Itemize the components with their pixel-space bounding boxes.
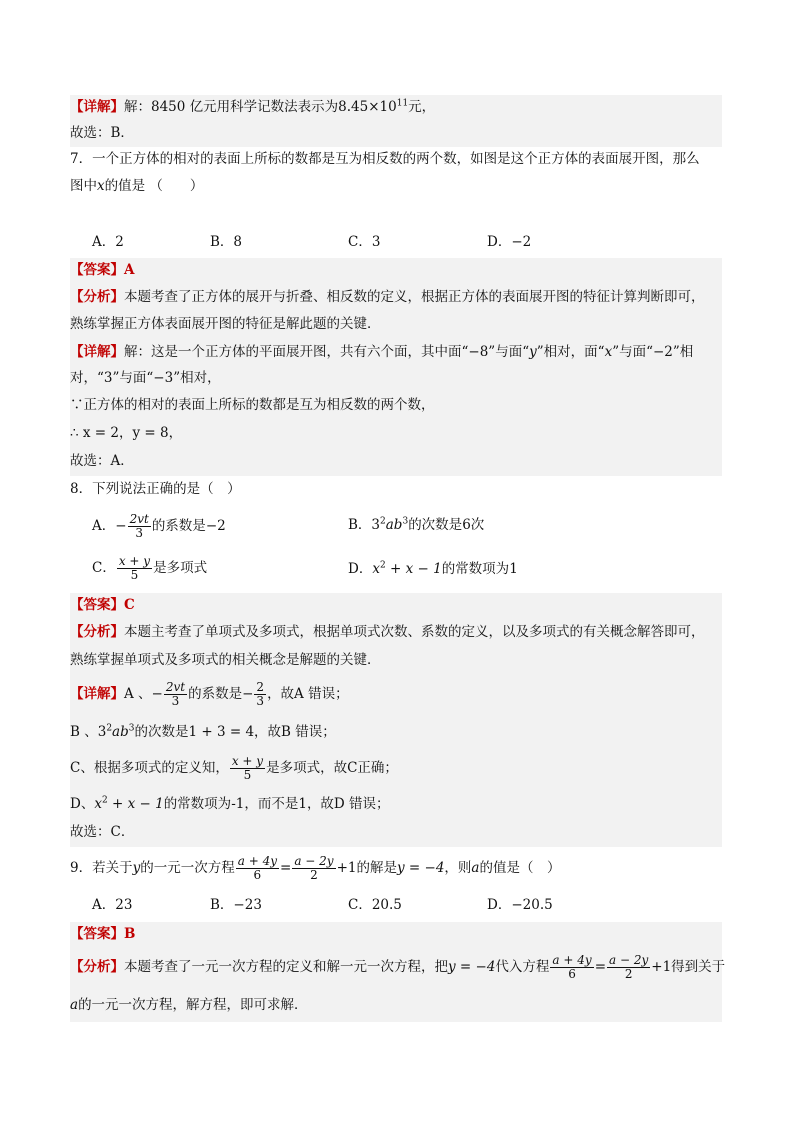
q9-stem — [70, 854, 560, 882]
q7-option-c: C．3 — [348, 234, 381, 250]
q8-option-a — [92, 512, 226, 540]
detail-sign2: − — [242, 686, 254, 702]
option-sup: 2 — [379, 560, 386, 571]
stem-text-end: 的值是 （ ） — [104, 178, 204, 194]
detail-text: B 、 — [70, 724, 98, 740]
q9-analysis-line1 — [70, 953, 725, 981]
equals-sign: = — [594, 959, 606, 975]
numerator: 2vt — [165, 680, 186, 694]
detail-sup2: 3 — [128, 723, 135, 734]
q7-stem-line1: 7．一个正方体的相对的表面上所标的数都是互为相反数的两个数，如图是这个正方体的表面展开图，那么 — [70, 151, 700, 167]
q6-choice: 故选：B． — [70, 125, 134, 141]
q8-analysis-line2: 熟练掌握单项式及多项式的相关概念是解题的关键． — [70, 652, 381, 668]
detail-text-c: ，故A 错误； — [267, 686, 349, 702]
option-math: 3 — [371, 517, 381, 533]
q7-option-d: D．−2 — [487, 234, 532, 250]
stem-text: 9．若关于 — [70, 860, 133, 876]
detail-text: A 、 — [124, 686, 152, 702]
stem-text-d: ，则 — [444, 860, 472, 876]
numerator: x + y — [231, 754, 264, 768]
denominator: 2 — [624, 967, 633, 981]
detail-text-b: 的系数是 — [188, 686, 243, 702]
stem-var: x — [97, 178, 105, 194]
analysis-text: 的一元一次方程，解方程，即可求解． — [78, 997, 308, 1013]
numerator: a + 4y — [552, 953, 592, 967]
detail-text-d: ，故D 错误； — [306, 796, 390, 812]
option-value: 6次 — [462, 517, 485, 533]
q7-choice: 故选：A． — [70, 453, 134, 469]
q7-option-a: A．2 — [92, 234, 124, 250]
detail-math: 8.45×10 — [338, 99, 397, 115]
option-math2: ab — [385, 517, 403, 533]
analysis-text: 本题考查了正方体的展开与折叠、相反数的定义，根据正方体的表面展开图的特征计算判断即可， — [124, 289, 705, 305]
fraction — [128, 513, 151, 540]
q7-detail-line2: 对，“3”与面“−3”相对， — [70, 370, 221, 386]
detail-value: 1 + 3 = 4 — [188, 724, 255, 740]
detail-text: 解：这是一个正方体的平面展开图，共有六个面，其中面“−8”与面“ — [124, 344, 530, 360]
q9-option-b: B．−23 — [210, 897, 262, 913]
q8-choice: 故选：C． — [70, 824, 135, 840]
detail-tag: 【详解】 — [70, 99, 124, 115]
answer-value: C — [124, 597, 135, 613]
stem-solution: y = −4 — [396, 860, 445, 876]
option-value: −2 — [205, 518, 226, 534]
numerator: a + 4y — [237, 854, 277, 868]
detail-math: 3 — [97, 724, 107, 740]
denominator: 3 — [171, 694, 180, 708]
denominator: 6 — [253, 868, 262, 882]
fraction — [117, 555, 152, 582]
analysis-text: 本题主考查了单项式及多项式，根据单项式次数、系数的定义，以及多项式的有关概念解答即可， — [124, 624, 705, 640]
detail-text-c: ，而不是 — [244, 796, 299, 812]
denominator: 5 — [130, 568, 139, 582]
detail-text-b: 的次数是 — [134, 724, 189, 740]
denominator: 3 — [256, 694, 265, 708]
analysis-text-c: 得到关于 — [671, 959, 726, 975]
q9-option-a: A．23 — [92, 897, 133, 913]
denominator: 2 — [310, 868, 318, 882]
option-text: 的次数是 — [408, 517, 463, 533]
q8-stem: 8．下列说法正确的是（ ） — [70, 481, 241, 497]
stem-text-e: 的值是（ ） — [479, 860, 561, 876]
stem-var: y — [132, 860, 141, 876]
option-label: B． — [348, 517, 372, 533]
detail-tag: 【详解】 — [70, 344, 124, 360]
option-sup2: 3 — [402, 516, 409, 527]
option-sign: − — [115, 518, 127, 534]
q9-answer — [70, 925, 135, 943]
q8-detail-c — [70, 754, 398, 782]
q9-option-c: C．20.5 — [348, 897, 402, 913]
detail-sign: − — [151, 686, 163, 702]
plus-one: +1 — [336, 860, 357, 876]
q6-detail — [70, 98, 435, 116]
detail-text-b: 是多项式，故C正确； — [266, 760, 398, 776]
q7-stem-line2 — [70, 177, 203, 195]
equals-sign: = — [280, 860, 292, 876]
analysis-var: a — [70, 997, 79, 1013]
detail-math2: + x − 1 — [107, 796, 164, 812]
plus-one: +1 — [651, 959, 672, 975]
q9-option-d: D．−20.5 — [487, 897, 553, 913]
option-label: D． — [348, 561, 373, 577]
q7-option-b: B．8 — [210, 234, 243, 250]
q7-detail-line1 — [70, 343, 693, 361]
q8-detail-a — [70, 680, 349, 708]
detail-text-c: ，故B 错误； — [254, 724, 336, 740]
q8-detail-d — [70, 795, 390, 813]
numerator: 2 — [256, 680, 265, 694]
fraction-2 — [607, 954, 650, 981]
analysis-tag: 【分析】 — [70, 624, 124, 640]
denominator: 5 — [243, 768, 252, 782]
numerator: a − 2y — [609, 953, 649, 967]
detail-sup: 2 — [106, 723, 113, 734]
option-text: 的系数是 — [151, 518, 206, 534]
answer-tag: 【答案】 — [70, 926, 124, 942]
q8-option-d — [348, 560, 518, 578]
detail-math2: ab — [112, 724, 129, 740]
stem-text-b: 的一元一次方程 — [140, 860, 235, 876]
option-value: 1 — [509, 561, 518, 577]
numerator: 2vt — [129, 512, 149, 526]
q8-option-c — [92, 554, 207, 582]
answer-value: A — [124, 262, 135, 278]
q7-detail-line4: ∴ x = 2，y = 8， — [70, 425, 183, 441]
analysis-sub: y = −4 — [448, 959, 496, 975]
detail-tag: 【详解】 — [70, 686, 124, 702]
detail-text: C、根据多项式的定义知， — [70, 760, 229, 776]
option-math: x — [372, 561, 380, 577]
fraction — [164, 681, 187, 708]
q8-option-b — [348, 516, 484, 534]
analysis-tag: 【分析】 — [70, 289, 124, 305]
answer-value: B — [124, 926, 136, 942]
denominator: 6 — [568, 967, 576, 981]
fraction-2 — [292, 855, 335, 882]
numerator: x + y — [118, 554, 151, 568]
detail-var2: x — [604, 344, 613, 360]
q7-answer — [70, 261, 134, 279]
detail-text: D、 — [70, 796, 95, 812]
detail-sup: 2 — [101, 795, 108, 806]
fraction-1 — [550, 954, 593, 981]
fraction-2 — [254, 681, 266, 708]
q9-analysis-line2 — [70, 996, 308, 1014]
stem-var2: a — [471, 860, 480, 876]
option-text: 的常数项为 — [441, 561, 510, 577]
fraction-1 — [236, 855, 279, 882]
option-math2: + x − 1 — [385, 561, 442, 577]
q8-answer — [70, 596, 135, 614]
detail-value2: 1 — [298, 796, 307, 812]
stem-text-c: 的解是 — [356, 860, 397, 876]
detail-var: y — [529, 344, 537, 360]
stem-text: 图中 — [70, 178, 97, 194]
option-label: C． — [92, 560, 116, 576]
detail-value: -1 — [231, 796, 245, 812]
detail-text-b: 的常数项为 — [163, 796, 232, 812]
detail-text-c: ”与面“−2”相 — [612, 344, 694, 360]
detail-math: x — [94, 796, 102, 812]
fraction — [230, 755, 265, 782]
detail-text: 解：8450 亿元用科学记数法表示为 — [124, 99, 339, 115]
q7-detail-line3: ∵正方体的相对的表面上所标的数都是互为相反数的两个数， — [70, 397, 435, 413]
detail-exp: 11 — [396, 98, 409, 109]
option-text: 是多项式 — [153, 560, 208, 576]
numerator: a − 2y — [294, 854, 334, 868]
q8-detail-b — [70, 723, 336, 741]
answer-tag: 【答案】 — [70, 597, 124, 613]
analysis-tag: 【分析】 — [70, 959, 124, 975]
q7-analysis-line2: 熟练掌握正方体表面展开图的特征是解此题的关键． — [70, 316, 381, 332]
detail-text-b: ”相对，面“ — [536, 344, 605, 360]
analysis-text: 本题考查了一元一次方程的定义和解一元一次方程，把 — [124, 959, 448, 975]
option-sup: 2 — [380, 516, 386, 527]
option-label: A． — [92, 518, 116, 534]
detail-text-end: 元， — [408, 99, 436, 115]
denominator: 3 — [135, 526, 143, 540]
answer-tag: 【答案】 — [70, 262, 124, 278]
q7-analysis-line1 — [70, 288, 705, 306]
analysis-text-b: 代入方程 — [495, 959, 550, 975]
q8-analysis-line1 — [70, 623, 705, 641]
